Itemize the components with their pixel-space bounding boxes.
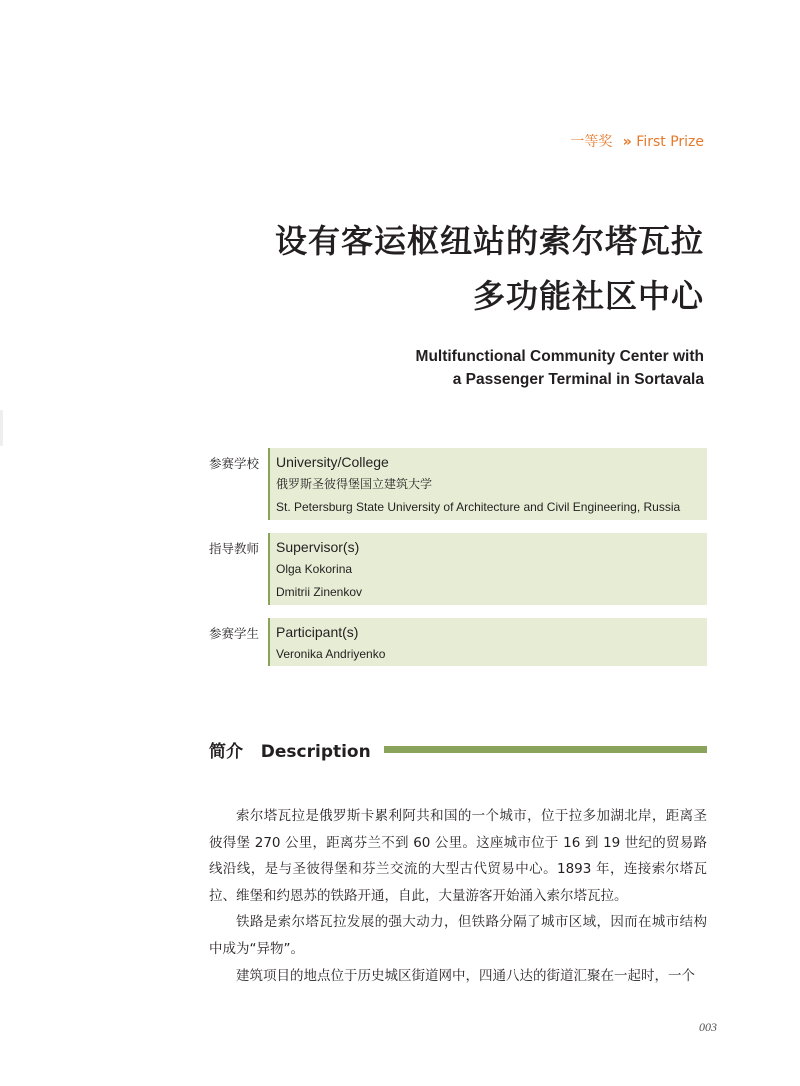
supervisor-name-2: Dmitrii Zinenkov [276,585,363,599]
school-heading: University/College [276,454,389,470]
paragraph: 建筑项目的地点位于历史城区街道网中，四通八达的街道汇聚在一起时，一个 [236,967,695,984]
description-heading-en: Description [260,742,371,762]
prize-en: First Prize [636,134,704,150]
double-chevron-icon: » [622,134,630,150]
prize-label [570,131,704,151]
title-cn-line-1: 设有客运枢纽站的索尔塔瓦拉 [274,222,704,260]
title-en-line-1: Multifunctional Community Center with [415,348,704,365]
page-number: 003 [699,1020,717,1034]
supervisor-heading: Supervisor(s) [276,539,360,555]
paragraph: 铁路是索尔塔瓦拉发展的强大动力，但铁路分隔了城市区域，因而在城市结构中成为“异物”。 [209,914,707,957]
supervisor-name-1: Olga Kokorina [276,562,353,576]
description-body [209,803,707,989]
prize-cn: 一等奖 [570,134,613,150]
description-heading-cn: 简介 [209,742,243,762]
school-box [268,448,707,520]
school-label: 参赛学校 [209,456,260,471]
page-title-cn [275,214,704,324]
title-en-line-2: a Passenger Terminal in Sortavala [452,371,704,388]
supervisor-label: 指导教师 [209,541,260,556]
participant-box [268,618,707,666]
participant-heading: Participant(s) [276,624,359,640]
edge-tab-mark [0,410,3,446]
participant-name-1: Veronika Andriyenko [276,647,386,661]
description-divider-bar [384,746,707,753]
supervisor-box [268,533,707,605]
participant-label: 参赛学生 [209,626,260,641]
school-name-cn: 俄罗斯圣彼得堡国立建筑大学 [276,477,433,491]
description-heading [209,737,371,762]
page-title-en [416,345,704,391]
school-name-en: St. Petersburg State University of Architecture and Civil Engineering, Russia [276,500,681,514]
paragraph: 索尔塔瓦拉是俄罗斯卡累利阿共和国的一个城市，位于拉多加湖北岸，距离圣彼得堡 270 公里，距离芬兰不到 60 公里。这座城市位于 16 到 19 世纪的贸易路线沿线，是与圣彼得堡和芬兰交流的大型古代贸易中心。1893 年，连接索尔塔瓦拉、维堡和约恩苏的铁路开通，自此，大量游客开始涌入索尔塔瓦拉。 [209,808,707,904]
title-cn-line-2: 多功能社区中心 [472,277,704,315]
